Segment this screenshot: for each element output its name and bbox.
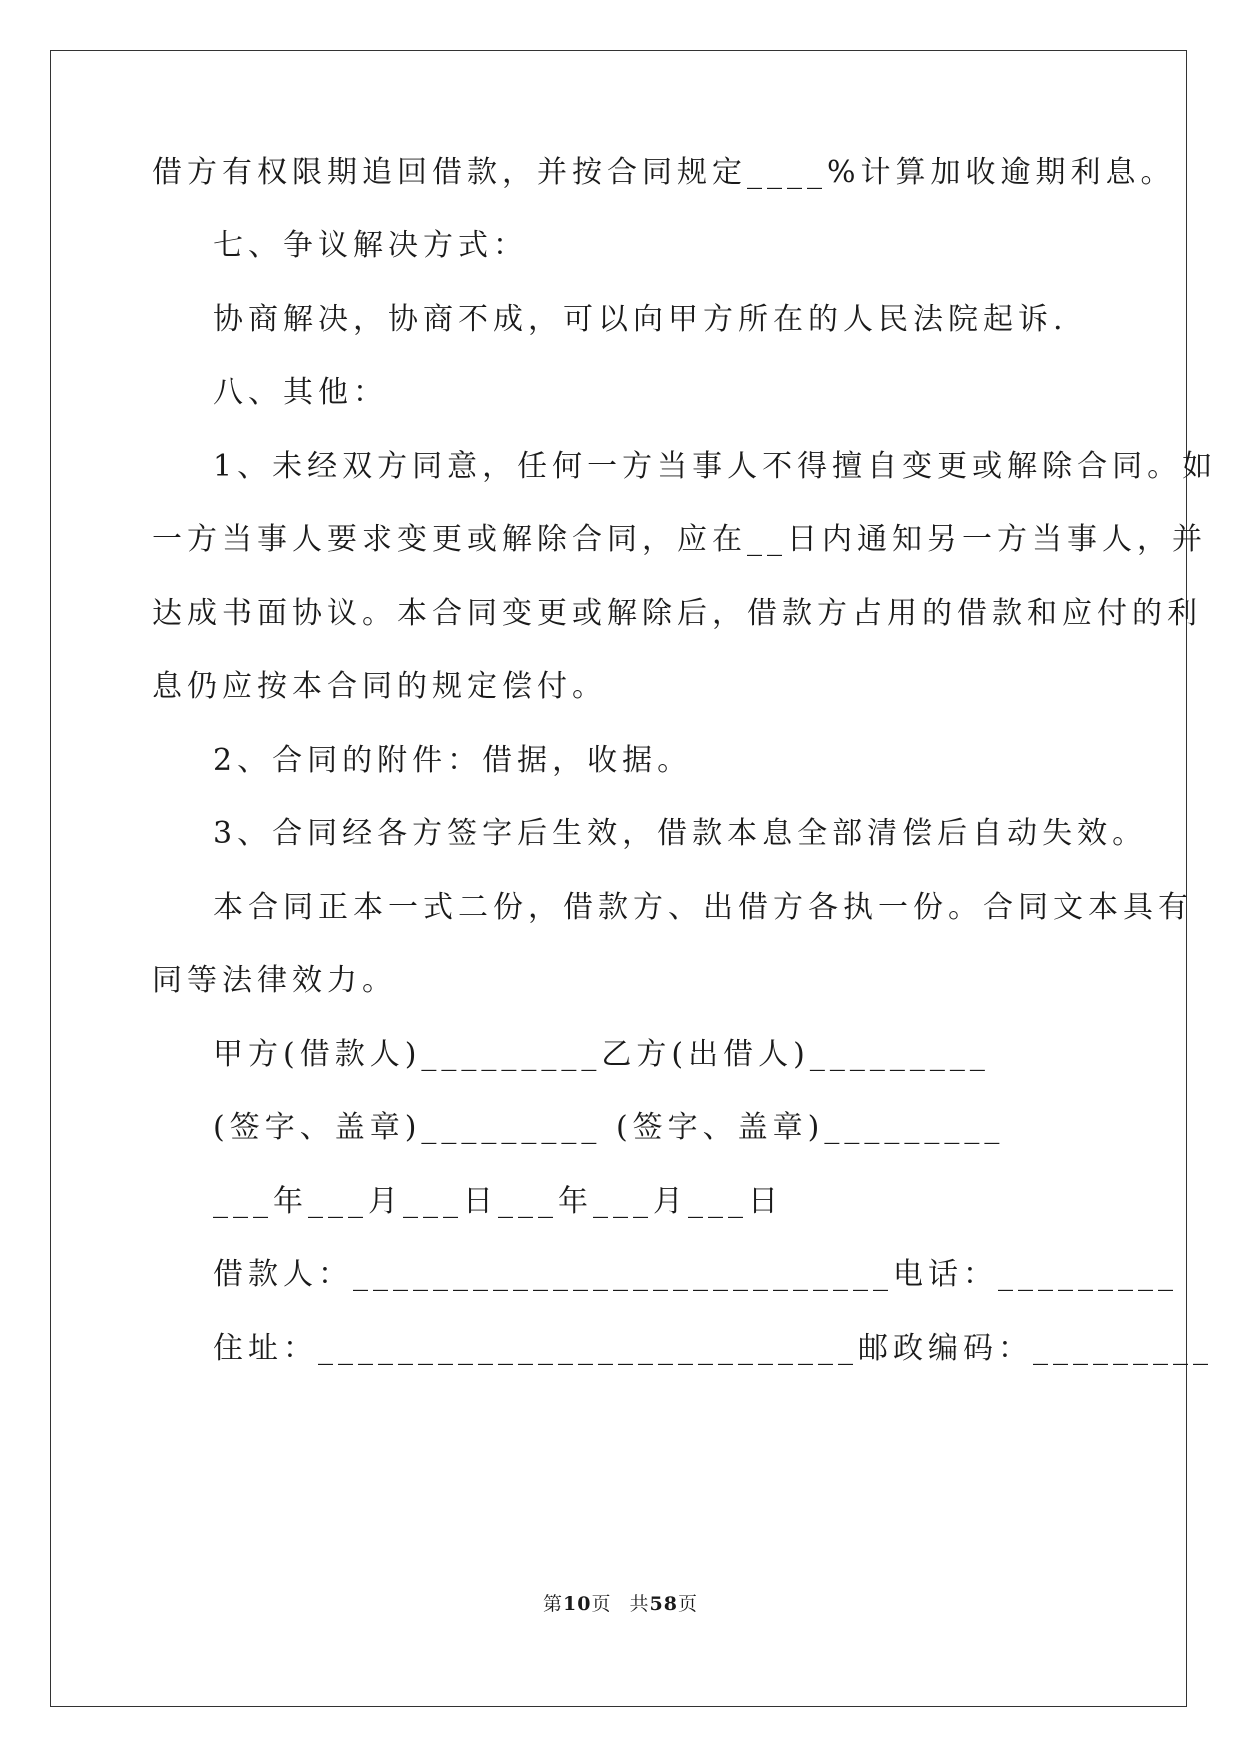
paragraph-line: 协商解决，协商不成，可以向甲方所在的人民法院起诉. <box>213 302 1068 337</box>
address-line: 住址：___________________________邮政编码：_________ <box>213 1331 1213 1366</box>
total-prefix: 共 <box>629 1593 650 1615</box>
paragraph-line: 1、未经双方同意，任何一方当事人不得擅自变更或解除合同。如 <box>213 449 1218 484</box>
page-number: 10 <box>563 1593 592 1615</box>
paragraph-line: 息仍应按本合同的规定偿付。 <box>152 669 607 704</box>
page-prefix: 第 <box>543 1593 564 1615</box>
paragraph-line: 一方当事人要求变更或解除合同，应在__日内通知另一方当事人，并 <box>152 522 1207 557</box>
total-pages: 58 <box>649 1593 678 1615</box>
signature-line: (签字、盖章)_________ (签字、盖章)_________ <box>213 1110 1005 1145</box>
paragraph-line: 3、合同经各方签字后生效，借款本息全部清偿后自动失效。 <box>213 816 1148 851</box>
paragraph-line: 本合同正本一式二份，借款方、出借方各执一份。合同文本具有 <box>213 890 1193 925</box>
page-border <box>50 50 1187 1707</box>
date-line: ___年___月___日___年___月___日 <box>213 1184 783 1219</box>
section-heading: 七、争议解决方式： <box>213 228 528 263</box>
page-footer <box>0 1590 1241 1618</box>
total-unit: 页 <box>677 1593 698 1615</box>
paragraph-line: 达成书面协议。本合同变更或解除后，借款方占用的借款和应付的利 <box>152 596 1202 631</box>
page-unit: 页 <box>591 1593 612 1615</box>
section-heading: 八、其他： <box>213 375 388 410</box>
signature-line: 甲方(借款人)_________乙方(出借人)_________ <box>213 1037 990 1072</box>
paragraph-line: 借方有权限期追回借款，并按合同规定____%计算加收逾期利息。 <box>152 155 1176 190</box>
paragraph-line: 同等法律效力。 <box>152 963 397 998</box>
borrower-contact-line: 借款人：___________________________电话：_________ <box>213 1257 1178 1292</box>
paragraph-line: 2、合同的附件：借据，收据。 <box>213 743 693 778</box>
